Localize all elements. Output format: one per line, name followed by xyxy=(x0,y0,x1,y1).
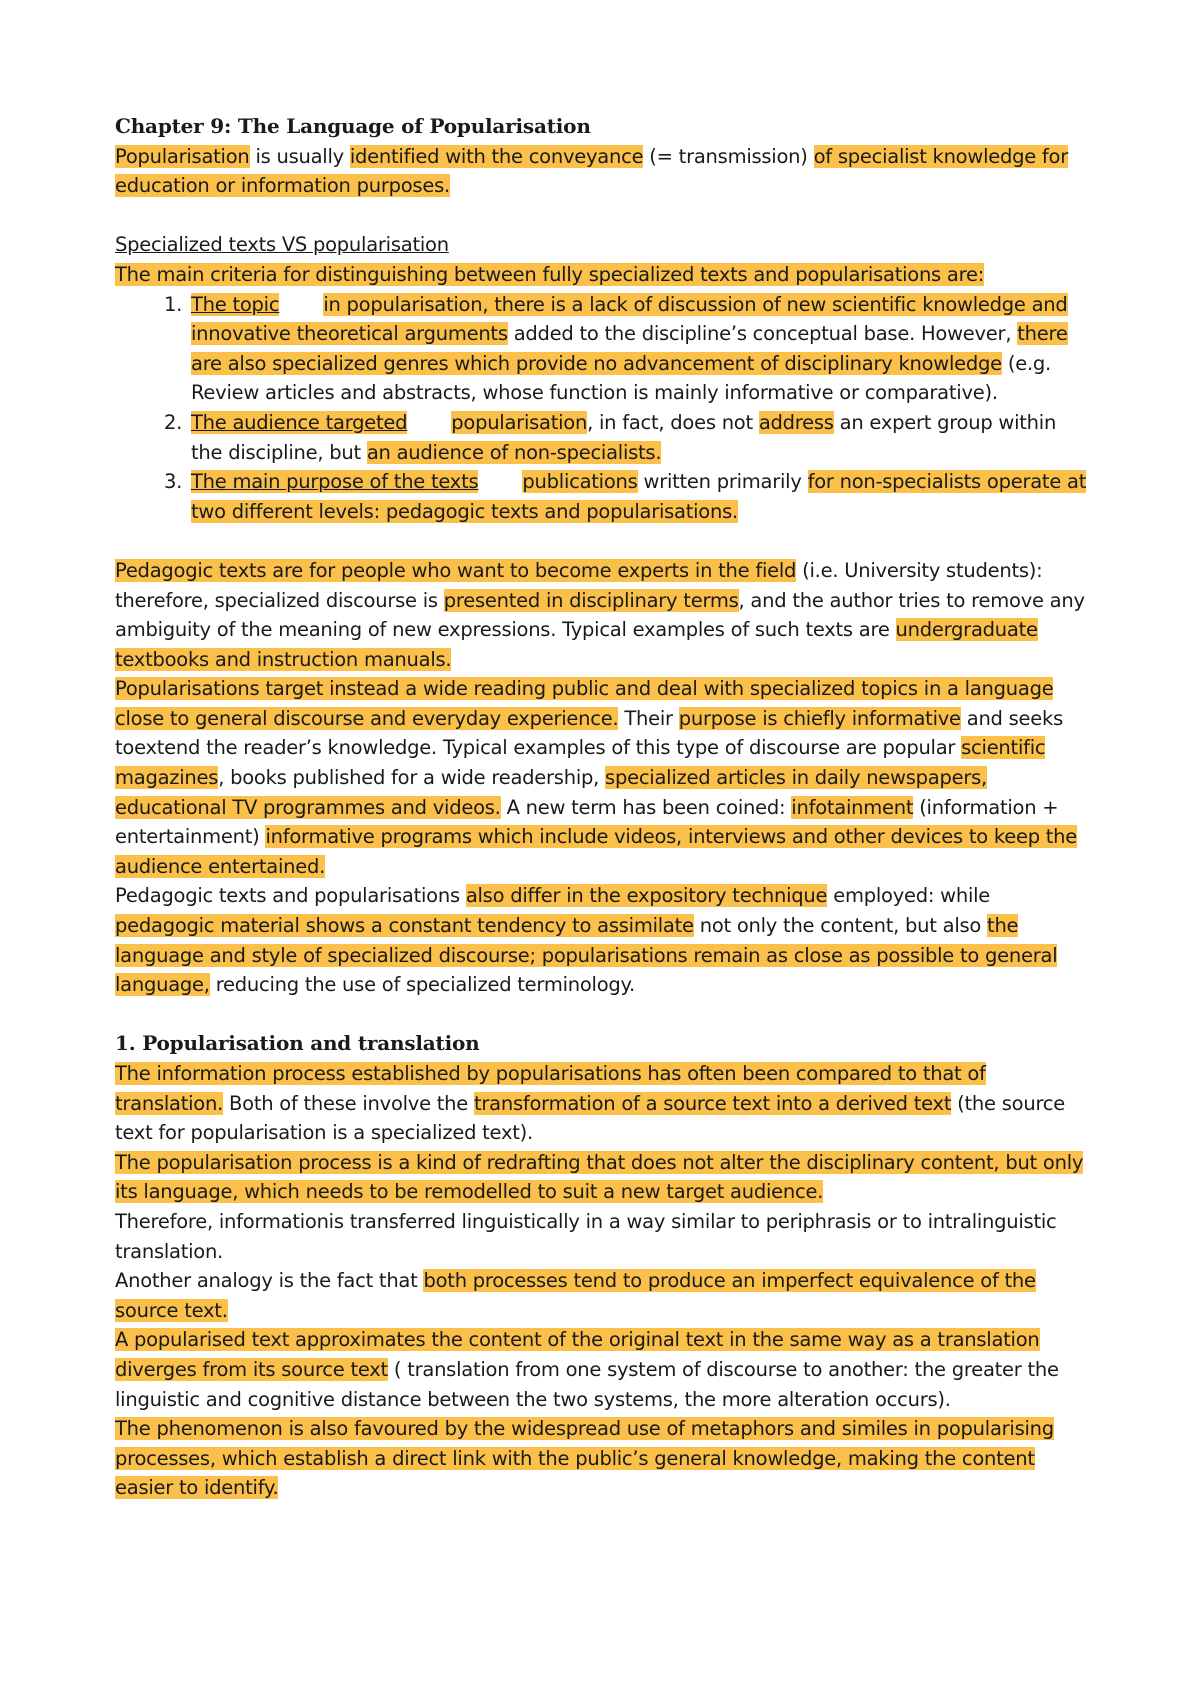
highlighted-text: purpose is chiefly informative xyxy=(678,706,961,730)
text-run: Their xyxy=(618,706,679,730)
highlighted-text: identified with the conveyance xyxy=(349,144,644,168)
text-run: (= transmission) xyxy=(643,144,814,168)
highlighted-text: undergraduate textbooks and instruction manuals. xyxy=(115,618,1038,671)
text-run: , in fact, does not xyxy=(587,410,759,434)
intro-paragraph xyxy=(115,142,1090,201)
document-page xyxy=(115,112,1090,1503)
criteria-intro-highlight: The main criteria for distinguishing between fully specialized texts and popularisations are: xyxy=(115,262,985,286)
criteria-list xyxy=(115,290,1090,527)
highlighted-text: The phenomenon is also favoured by the widespread use of metaphors and similes in popularising processes, which establish a direct link with the public’s general knowledge, making the content easier to identify. xyxy=(115,1417,1054,1500)
criteria-label: The main purpose of the texts xyxy=(191,470,479,494)
chapter-title: Chapter 9: The Language of Popularisation xyxy=(115,114,591,138)
highlighted-text: publications xyxy=(522,470,638,494)
criteria-intro xyxy=(115,260,1090,290)
criteria-item xyxy=(188,290,1090,408)
text-run: is usually xyxy=(249,144,350,168)
criteria-label: The topic xyxy=(191,292,280,316)
highlighted-text: also differ in the expository technique xyxy=(465,884,828,908)
highlighted-text: informative programs which include videos, interviews and other devices to keep the audience entertained. xyxy=(115,825,1078,878)
highlighted-text: the language and style of specialized discourse; popularisations remain as close as possible to general language, xyxy=(115,914,1058,997)
text-run: (e.g. Review articles and abstracts, whose function is mainly informative or comparative). xyxy=(191,351,1051,405)
translation-paragraph-4 xyxy=(115,1266,1090,1325)
text-run: employed: while xyxy=(827,884,991,908)
text-run: Therefore, informationis transferred linguistically in a way similar to periphrasis or to intralinguistic translation. xyxy=(115,1209,1057,1263)
pedagogic-paragraph xyxy=(115,556,1090,674)
highlighted-text: of specialist knowledge for education or information purposes. xyxy=(115,144,1068,198)
text-run: not only the content, but also xyxy=(693,914,988,938)
text-run: , books published for a wide readership, xyxy=(218,766,606,790)
highlighted-text: infotainment xyxy=(791,795,914,819)
highlighted-text: specialized articles in daily newspapers, educational TV programmes and videos. xyxy=(115,766,987,819)
translation-paragraph-2 xyxy=(115,1148,1090,1207)
text-run: and seeks toextend the reader’s knowledge. Typical examples of this type of discourse are popular xyxy=(115,706,1063,760)
text-run: reducing the use of specialized terminology. xyxy=(209,973,635,997)
popularisations-paragraph xyxy=(115,674,1090,881)
criteria-item xyxy=(188,408,1090,467)
spacer xyxy=(115,201,1090,231)
subheading: Specialized texts VS popularisation xyxy=(115,233,449,257)
highlighted-text: for non-specialists operate at two different levels: pedagogic texts and popularisations. xyxy=(191,470,1087,523)
translation-paragraph-1 xyxy=(115,1059,1090,1148)
highlighted-text: there are also specialized genres which provide no advancement of disciplinary knowledge xyxy=(191,322,1068,375)
highlighted-text: presented in disciplinary terms xyxy=(443,588,739,612)
highlighted-text: popularisation xyxy=(451,410,588,434)
translation-paragraph-5 xyxy=(115,1325,1090,1414)
highlighted-text: Pedagogic texts are for people who want to become experts in the field xyxy=(115,558,797,582)
highlighted-text: both processes tend to produce an imperfect equivalence of the source text. xyxy=(115,1269,1036,1322)
text-run: Both of these involve the xyxy=(223,1091,474,1115)
section-title: 1. Popularisation and translation xyxy=(115,1031,480,1056)
criteria-item xyxy=(188,467,1090,526)
highlighted-text: The information process established by popularisations has often been compared to that of translation. xyxy=(115,1062,986,1115)
text-run: (information + entertainment) xyxy=(115,795,1059,849)
highlighted-text: The popularisation process is a kind of redrafting that does not alter the disciplinary content, but only its language, which needs to be remodelled to suit a new target audience. xyxy=(115,1150,1084,1204)
text-run: (the source text for popularisation is a specialized text). xyxy=(115,1091,1065,1145)
text-run: A new term has been coined: xyxy=(500,795,792,819)
text-run: , and the author tries to remove any ambiguity of the meaning of new expressions. Typical examples of such texts are xyxy=(115,588,1085,642)
text-run: ( xyxy=(387,1357,408,1381)
highlighted-text: Popularisation xyxy=(115,144,250,168)
highlighted-text: an audience of non-specialists. xyxy=(366,440,662,464)
spacer xyxy=(115,526,1090,556)
text-run: an expert group within the discipline, but xyxy=(191,410,1057,464)
spacer xyxy=(115,1000,1090,1030)
highlighted-text: address xyxy=(758,410,834,434)
translation-paragraph-3 xyxy=(115,1207,1090,1266)
text-run: added to the discipline’s conceptual base. However, xyxy=(507,322,1018,346)
text-run: Another analogy is the fact that xyxy=(115,1269,424,1293)
highlighted-text: Popularisations target instead a wide reading public and deal with specialized topics in a language close to general discourse and everyday experience. xyxy=(115,677,1054,730)
text-run: translation from one system of discourse to another: the greater the linguistic and cognitive distance between the two systems, the more alteration occurs). xyxy=(115,1357,1059,1411)
highlighted-text: in popularisation, there is a lack of discussion of new scientific knowledge and innovative theoretical arguments xyxy=(191,292,1068,346)
translation-paragraph-6 xyxy=(115,1414,1090,1503)
highlighted-text: scientific magazines xyxy=(115,736,1046,790)
technique-paragraph xyxy=(115,881,1090,999)
criteria-text xyxy=(191,293,1068,405)
text-run: (i.e. University students): therefore, specialized discourse is xyxy=(115,558,1043,612)
text-run: written primarily xyxy=(637,470,808,494)
highlighted-text: A popularised text approximates the content of the original text in the same way as a translation diverges from its source text xyxy=(115,1328,1040,1381)
highlighted-text: pedagogic material shows a constant tendency to assimilate xyxy=(115,914,694,938)
highlighted-text: transformation of a source text into a derived text xyxy=(473,1091,952,1115)
text-run: Pedagogic texts and popularisations xyxy=(115,884,466,908)
criteria-label: The audience targeted xyxy=(191,410,408,434)
